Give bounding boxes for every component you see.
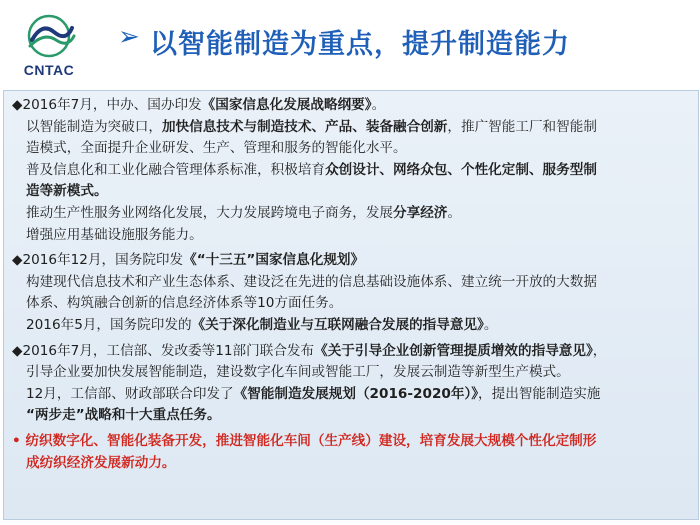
highlight-line: 成纺织经济发展新动力。 <box>26 454 176 471</box>
paragraph-line: 以智能制造为突破口，加快信息技术与制造技术、产品、装备融合创新，推广智能工厂和智能制 <box>26 118 597 135</box>
dot-bullet-icon: • <box>12 432 21 449</box>
paragraph-line: 构建现代信息技术和产业生态体系、建设泛在先进的信息基础设施体系、建立统一开放的大数据 <box>26 273 597 290</box>
paragraph-line: “两步走”战略和十大重点任务。 <box>26 407 221 424</box>
section-2-heading: ◆2016年12月，国务院印发《“十三五”国家信息化规划》 <box>12 252 365 269</box>
paragraph-line: 12月，工信部、财政部联合印发了《智能制造发展规划（2016-2020年）》，提出智能制造实施 <box>26 385 601 402</box>
cntac-swirl-logo-icon <box>14 10 84 62</box>
paragraph-line: 增强应用基础设施服务能力。 <box>26 226 203 243</box>
diamond-bullet-icon: ◆ <box>12 342 23 359</box>
content-body <box>12 95 692 474</box>
highlight-line: • 纺织数字化、智能化装备开发，推进智能化车间（生产线）建设，培育发展大规模个性化定制形 <box>12 432 597 449</box>
doc-title: 《国家信息化发展战略纲要》 <box>201 97 372 113</box>
header <box>0 0 700 88</box>
section-1-heading: ◆2016年7月，中办、国办印发《国家信息化发展战略纲要》。 <box>12 97 386 113</box>
page-title: 以智能制造为重点，提升制造能力 <box>150 29 570 60</box>
content-panel <box>3 90 699 520</box>
paragraph-line: 2016年5月，国务院印发的《关于深化制造业与互联网融合发展的指导意见》。 <box>26 316 498 333</box>
section-3-heading: ◆2016年7月，工信部、发改委等11部门联合发布《关于引导企业创新管理提质增效的指导意见》， <box>12 342 607 359</box>
diamond-bullet-icon: ◆ <box>12 252 23 269</box>
title-arrow-icon: ➢ <box>118 22 140 52</box>
paragraph-line: 造模式，全面提升企业研发、生产、管理和服务的智能化水平。 <box>26 140 407 157</box>
paragraph-line: 体系、构筑融合创新的信息经济体系等10方面任务。 <box>26 295 343 312</box>
diamond-bullet-icon: ◆ <box>12 97 23 113</box>
paragraph-line: 造等新模式。 <box>26 183 108 200</box>
cntac-logo <box>14 10 84 80</box>
doc-title: 《“十三五”国家信息化规划》 <box>183 252 365 269</box>
logo-text: CNTAC <box>23 62 75 78</box>
doc-title: 《关于引导企业创新管理提质增效的指导意见》 <box>314 342 593 359</box>
paragraph-line: 推动生产性服务业网络化发展，大力发展跨境电子商务，发展分享经济。 <box>26 204 461 221</box>
paragraph-line: 普及信息化和工业化融合管理体系标准，积极培育众创设计、网络众包、个性化定制、服务型制 <box>26 161 597 178</box>
paragraph-line: 引导企业要加快发展智能制造，建设数字化车间或智能工厂，发展云制造等新型生产模式。 <box>26 364 570 381</box>
